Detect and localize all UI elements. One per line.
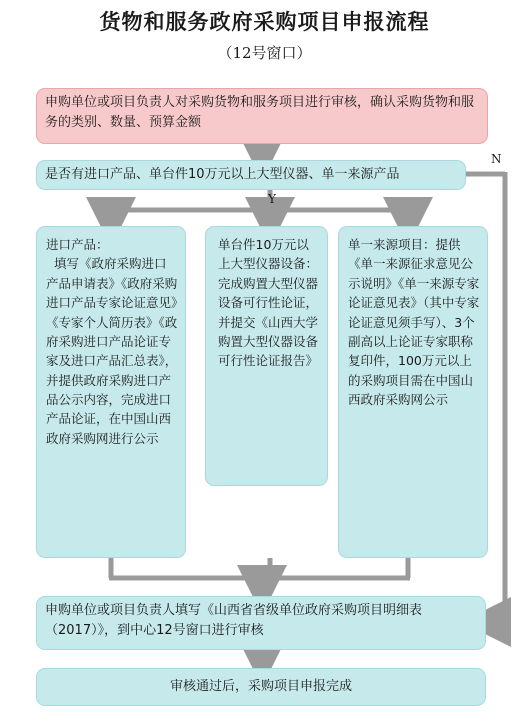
branch-left-text: 进口产品： 填写《政府采购进口产品申请表》《政府采购进口产品专家论证意见》《专家个人简历表》《政府采购进口产品论证专家及进口产品汇总表》，并提供政府采购进口产品公示内容，完成进口产品论证，在中国山西政府采购网进行公示 xyxy=(46,237,178,446)
step4-fill-form-box xyxy=(36,596,486,650)
step2-decision-box xyxy=(36,160,466,190)
branch-right-text: 单一来源项目：提供《单一来源征求意见公示说明》《单一来源专家论证意见表》（其中专家论证意见须手写）、3个副高以上论证专家职称复印件，100万元以上的采购项目需在中国山西政府采购网公示 xyxy=(348,237,480,407)
branch-large-instrument-box xyxy=(205,226,328,486)
step1-text: 申购单位或项目负责人对采购货物和服务项目进行审核，确认采购货物和服务的类别、数量、预算金额 xyxy=(45,95,475,131)
step1-review-box xyxy=(36,88,488,144)
branch-single-source-box xyxy=(338,226,488,558)
step5-text: 审核通过后，采购项目申报完成 xyxy=(169,679,352,694)
branch-imported-products-box xyxy=(36,226,186,558)
yes-label: Y xyxy=(268,192,276,206)
page-subtitle: （12号窗口） xyxy=(217,44,312,62)
step2-text: 是否有进口产品、单台件10万元以上大型仪器、单一来源产品 xyxy=(45,167,400,182)
no-label: N xyxy=(491,152,502,166)
page-title: 货物和服务政府采购项目申报流程 xyxy=(99,10,430,34)
step5-complete-box xyxy=(36,668,486,706)
branch-middle-text: 单台件10万元以上大型仪器设备：完成购置大型仪器设备可行性论证，并提交《山西大学购置大型仪器设备可行性论证报告》 xyxy=(218,237,319,369)
step4-text: 申购单位或项目负责人填写《山西省省级单位政府采购项目明细表（2017）》，到中心12号窗口进行审核 xyxy=(45,603,423,639)
